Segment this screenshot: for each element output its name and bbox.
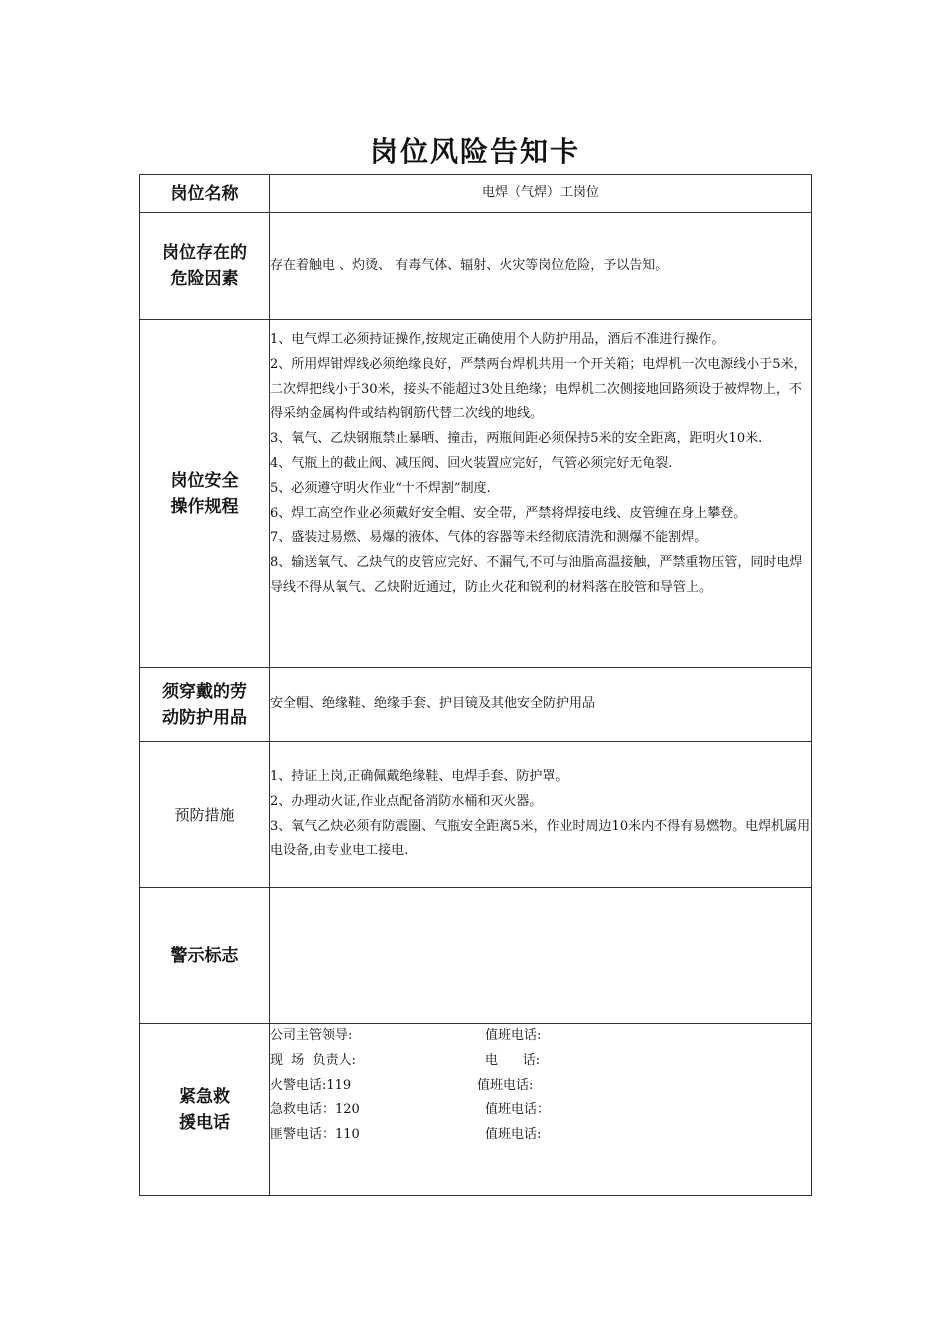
procedure-item: 3、氧气、乙炔钢瓶禁止暴晒、撞击，两瓶间距必须保持5米的安全距离，距明火10米. <box>270 431 763 447</box>
hazards-label-line2: 危险因素 <box>170 269 239 289</box>
risk-card-table <box>139 174 812 1196</box>
contact-left: 现 场 负责人: <box>270 1052 356 1068</box>
emergency-label-line1: 紧急救 <box>179 1086 230 1107</box>
contact-left: 公司主管领导: <box>270 1028 353 1043</box>
procedures-label <box>140 320 270 668</box>
procedure-item: 8、输送氧气、乙炔气的皮管应完好、不漏气,不可与油脂高温接触，严禁重物压管，同时电焊导线不得从氧气、乙炔附近通过，防止火花和锐利的材料落在胶管和导管上。 <box>270 555 803 595</box>
ppe-label-line1: 须穿戴的劳 <box>162 681 247 702</box>
prevention-item: 1、持证上岗,正确佩戴绝缘鞋、电焊手套、防护罩。 <box>270 768 569 784</box>
row-hazards <box>140 213 812 320</box>
hazards-label-line1: 岗位存在的 <box>162 243 247 263</box>
contact-row <box>270 1074 811 1099</box>
row-prevention <box>140 742 812 888</box>
contact-right: 值班电话: <box>477 1077 534 1093</box>
procedure-item: 7、盛装过易燃、易爆的液体、气体的容器等未经彻底清洗和测爆不能割焊。 <box>270 530 708 546</box>
hazards-value: 存在着触电 、灼烫、 有毒气体、辐射、火灾等岗位危险，予以告知。 <box>270 213 812 320</box>
prevention-label: 预防措施 <box>140 742 270 888</box>
contact-row <box>270 1098 811 1123</box>
contact-row <box>270 1024 811 1049</box>
prevention-list <box>270 742 812 888</box>
ppe-value: 安全帽、绝缘鞋、绝缘手套、护目镜及其他安全防护用品 <box>270 668 812 742</box>
procedures-label-line2: 操作规程 <box>170 496 239 517</box>
contact-right: 值班电话： <box>485 1102 551 1118</box>
prevention-item: 2、办理动火证,作业点配备消防水桶和灭火器。 <box>270 793 543 809</box>
post-name-label: 岗位名称 <box>140 175 270 213</box>
contact-right: 值班电话: <box>485 1127 542 1143</box>
emergency-label <box>140 1024 270 1196</box>
row-procedures <box>140 320 812 668</box>
prevention-item: 3、氧气乙炔必须有防震圈、气瓶安全距离5米，作业时周边10米内不得有易燃物。电焊机属用电设备,由专业电工接电. <box>270 818 811 859</box>
ppe-label-line2: 动防护用品 <box>162 707 247 728</box>
contact-left: 火警电话:119 <box>270 1077 352 1093</box>
row-emergency <box>140 1024 812 1196</box>
contact-row <box>270 1049 811 1074</box>
contact-row <box>270 1123 811 1148</box>
contact-left: 匪警电话：110 <box>270 1127 360 1143</box>
emergency-label-line2: 援电话 <box>179 1112 230 1133</box>
procedure-item: 2、所用焊钳焊线必须绝缘良好，严禁两台焊机共用一个开关箱；电焊机一次电源线小于5米，二次焊把线小于30米，接头不能超过3处且绝缘；电焊机二次侧接地回路须设于被焊物上，不得采纳金属构件或结构钢筋代替二次线的地线。 <box>270 356 807 422</box>
row-post-name <box>140 175 812 213</box>
procedure-item: 1、电气焊工必须持证操作,按规定正确使用个人防护用品，酒后不准进行操作。 <box>270 332 725 347</box>
contact-right: 值班电话: <box>485 1028 542 1043</box>
page-title: 岗位风险告知卡 <box>369 135 580 168</box>
contact-right: 电 话: <box>485 1052 541 1068</box>
procedure-item: 5、必须遵守明火作业“十不焊割”制度. <box>270 480 491 496</box>
emergency-contacts <box>270 1024 812 1196</box>
row-ppe <box>140 668 812 742</box>
procedures-list <box>270 320 812 668</box>
warning-label: 警示标志 <box>140 888 270 1024</box>
hazards-label <box>140 213 270 320</box>
warning-signs-area <box>270 888 812 1024</box>
procedure-item: 4、气瓶上的截止阀、减压阀、回火装置应完好，气管必须完好无龟裂. <box>270 455 673 471</box>
procedures-label-line1: 岗位安全 <box>170 470 239 491</box>
ppe-label <box>140 668 270 742</box>
procedure-item: 6、焊工高空作业必须戴好安全帽、安全带，严禁将焊接电线、皮管缠在身上攀登。 <box>270 505 747 521</box>
contact-left: 急救电话：120 <box>270 1102 360 1118</box>
row-warning <box>140 888 812 1024</box>
post-name-value: 电焊（气焊）工岗位 <box>270 175 812 213</box>
